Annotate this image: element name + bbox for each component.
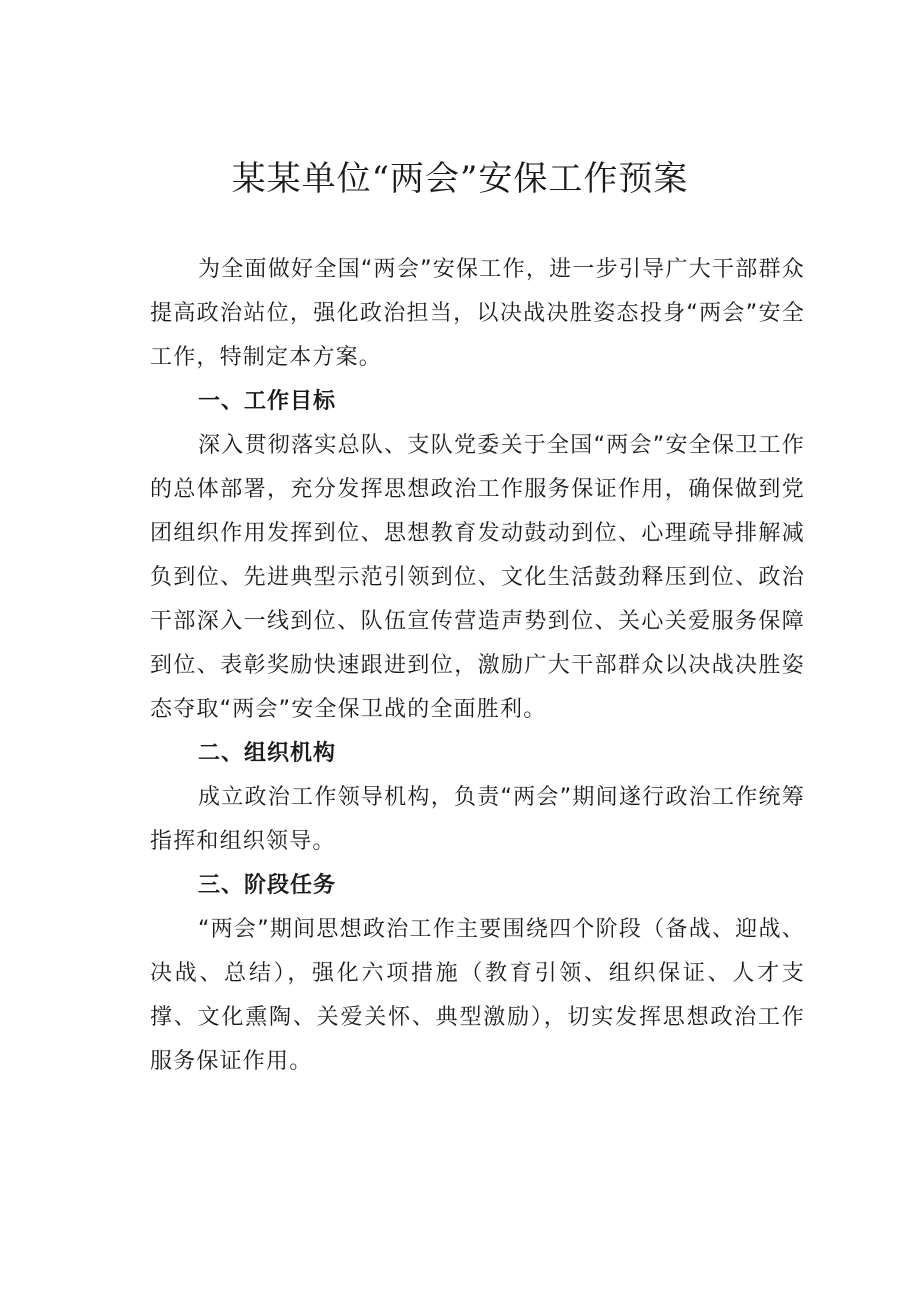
- intro-paragraph: 为全面做好全国“两会”安保工作，进一步引导广大干部群众提高政治站位，强化政治担当，以决战决胜姿态投身“两会”安全工作，特制定本方案。: [150, 257, 805, 370]
- section-paragraph: “两会”期间思想政治工作主要围绕四个阶段（备战、迎战、决战、总结），强化六项措施（教育引领、组织保证、人才支撑、文化熏陶、关爱关怀、典型激励），切实发挥思想政治工作服务保证作用。: [150, 917, 805, 1074]
- section-heading: 二、组织机构: [198, 741, 337, 766]
- section-work-goals: [150, 380, 805, 732]
- section-paragraph: 深入贯彻落实总队、支队党委关于全国“两会”安全保卫工作的总体部署，充分发挥思想政治工作服务保证作用，确保做到党团组织作用发挥到位、思想教育发动鼓动到位、心理疏导排解减负到位、先进典型示范引领到位、文化生活鼓劲释压到位、政治干部深入一线到位、队伍宣传营造声势到位、关心关爱服务保障到位、表彰奖励快速跟进到位，激励广大干部群众以决战决胜姿态夺取“两会”安全保卫战的全面胜利。: [150, 433, 805, 722]
- section-heading: 三、阶段任务: [198, 873, 337, 898]
- section-phase-tasks: [150, 864, 805, 1084]
- section-organization: [150, 732, 805, 864]
- section-heading: 一、工作目标: [198, 389, 337, 414]
- section-paragraph: 成立政治工作领导机构，负责“两会”期间遂行政治工作统筹指挥和组织领导。: [150, 785, 805, 854]
- document-title: 某某单位“两会”安保工作预案: [231, 159, 689, 199]
- document-body: [150, 248, 805, 1084]
